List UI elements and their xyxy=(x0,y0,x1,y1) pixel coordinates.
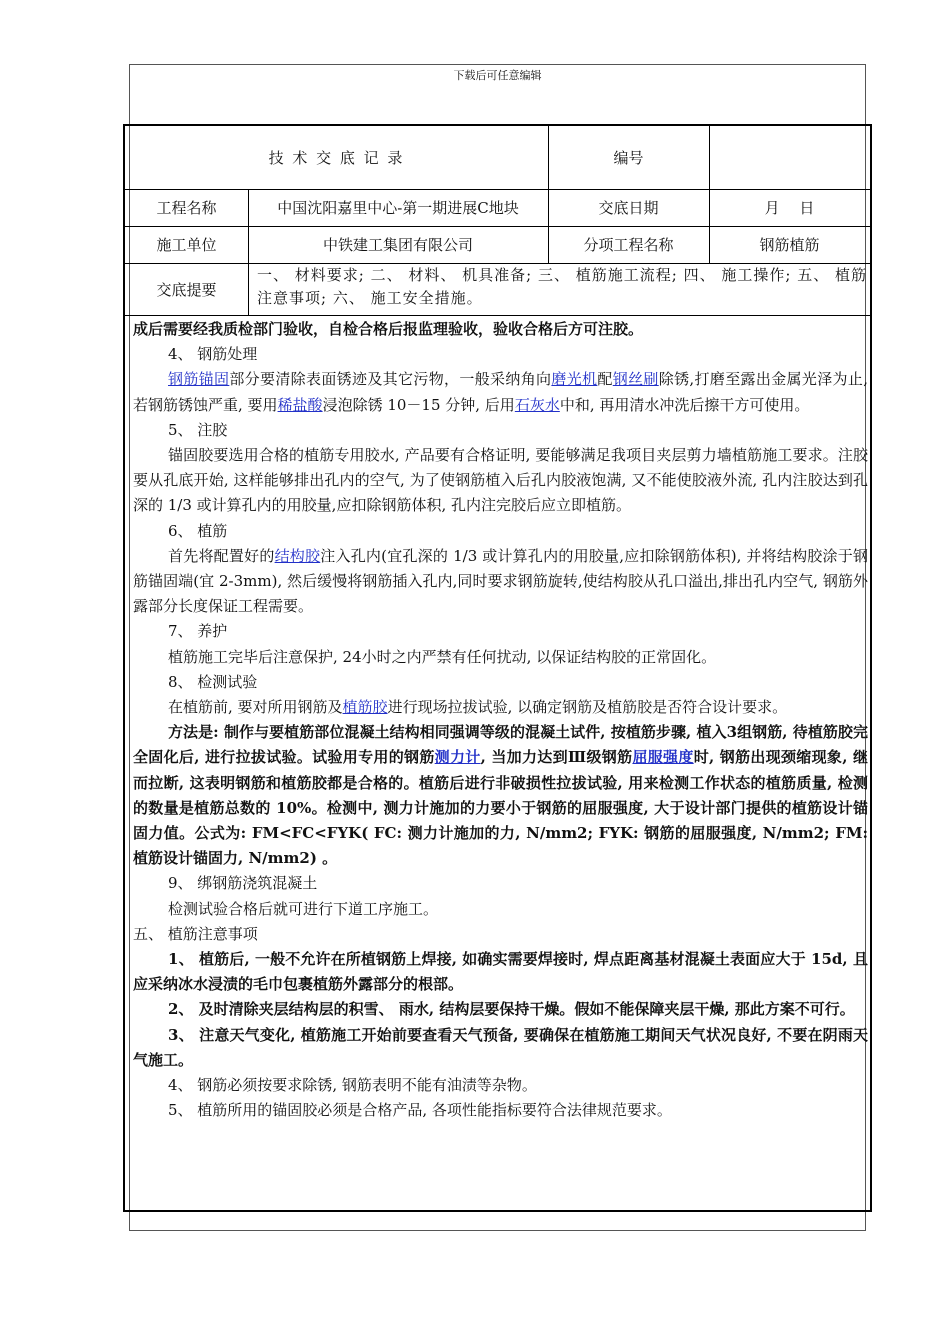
text: , 当加力达到Ⅲ级钢筋 xyxy=(480,748,633,767)
download-note: 下载后可任意编辑 xyxy=(453,69,542,82)
note-2: 2、 及时清除夹层结构层的积雪、 雨水, 结构层要保持干燥。假如不能保障夹层干燥, 那此方案不可行。 xyxy=(168,1000,855,1019)
summary-text: 一、 材料要求; 二、 材料、 机具准备; 三、 植筋施工流程; 四、 施工操作; 五、 植筋注意事项; 六、 施工安全措施。 xyxy=(257,266,867,307)
paragraph-bar-planting xyxy=(133,544,868,620)
paragraph-testing xyxy=(133,695,868,720)
link-yield-strength[interactable]: 屈服强度 xyxy=(632,748,694,767)
note-4: 4、 钢筋必须按要求除锈, 钢筋表明不能有油渍等杂物。 xyxy=(168,1076,537,1095)
heading-tie-and-pour: 9、 绑钢筋浇筑混凝土 xyxy=(168,874,318,893)
note-5: 5、 植筋所用的锚固胶必须是合格产品, 各项性能指标要符合法律规范要求。 xyxy=(168,1101,672,1120)
text: 时, 钢筋出现颈缩现象, 继而拉断, 这表明钢筋和植筋胶都是合格的。植筋后进行非破损性拉拔试验, 用来检测工作状态的植筋质量, 检测的数量是植筋总数的 10%。检测中, 测力计施加的力要小于钢筋的屈服强度, 大于设计部门提供的植筋设计锚固力值。公式为: FM<FC<FYK( FC: 测力计施加的力, N/mm2; FYK: 钢筋的屈服强度, N/mm2; FM: 植筋设计锚固力, N/mm2) 。 xyxy=(133,748,868,868)
text: 部分要清除表面锈迹及其它污物，一般采纳角向 xyxy=(229,370,552,389)
paragraph-rebar-treatment xyxy=(133,367,868,417)
link-force-gauge[interactable]: 测力计 xyxy=(434,748,481,767)
text: 中和, 再用清水冲洗后擦干方可使用。 xyxy=(559,395,810,414)
document-title: 技 术 交 底 记 录 xyxy=(268,149,405,167)
section-five-heading: 五、 植筋注意事项 xyxy=(133,924,258,943)
subitem-label: 分项工程名称 xyxy=(583,236,674,254)
paragraph-test-method xyxy=(133,720,868,871)
heading-bar-planting: 6、 植筋 xyxy=(168,521,228,540)
text: 除锈,打磨至露出金属光泽为止, 若钢筋锈蚀严重, 要用 xyxy=(133,370,868,414)
contractor: 中铁建工集团有限公司 xyxy=(322,236,473,254)
disclosure-table xyxy=(123,124,872,1212)
continued-line: 成后需要经我质检部门验收，自检合格后报监理验收，验收合格后方可注胶。 xyxy=(133,320,644,338)
date-label: 交底日期 xyxy=(598,199,659,217)
content-body xyxy=(133,317,868,1124)
note-3: 3、 注意天气变化, 植筋施工开始前要查看天气预备, 要确保在植筋施工期间天气状况良好, 不要在阴雨天气施工。 xyxy=(133,1025,868,1069)
heading-rebar-treatment: 4、 钢筋处理 xyxy=(168,345,258,364)
link-dilute-acid[interactable]: 稀盐酸 xyxy=(277,395,323,414)
project-name-label: 工程名称 xyxy=(156,199,217,217)
paragraph-curing: 植筋施工完毕后注意保护, 24小时之内严禁有任何扰动, 以保证结构胶的正常固化。 xyxy=(168,647,717,666)
text: 配 xyxy=(597,370,613,389)
text: 浸泡除锈 10－15 分钟, 后用 xyxy=(322,395,515,414)
subitem: 钢筋植筋 xyxy=(759,236,820,254)
row-divider xyxy=(125,315,870,316)
note-1: 1、 植筋后, 一般不允许在所植钢筋上焊接, 如确实需要焊接时, 焊点距离基材混凝土表面应大于 15d, 且应采纳冰水浸渍的毛巾包裹植筋外露部分的根部。 xyxy=(133,950,868,994)
heading-testing: 8、 检测试验 xyxy=(168,672,258,691)
heading-curing: 7、 养护 xyxy=(168,622,228,641)
number-label: 编号 xyxy=(613,149,644,167)
paragraph-tie-and-pour: 检测试验合格后就可进行下道工序施工。 xyxy=(168,899,439,918)
link-wire-brush[interactable]: 钢丝刷 xyxy=(612,370,659,389)
summary-label: 交底提要 xyxy=(156,280,217,299)
contractor-label: 施工单位 xyxy=(156,236,217,254)
heading-glue-injection: 5、 注胶 xyxy=(168,420,228,439)
link-limewater[interactable]: 石灰水 xyxy=(514,395,560,414)
link-rebar-anchorage[interactable]: 钢筋锚固 xyxy=(168,370,230,389)
link-anchoring-glue[interactable]: 植筋胶 xyxy=(342,698,388,717)
text: 进行现场拉拔试验, 以确定钢筋及植筋胶是否符合设计要求。 xyxy=(387,698,788,717)
link-structural-adhesive[interactable]: 结构胶 xyxy=(274,546,321,565)
text: 注入孔内(宜孔深的 1/3 或计算孔内的用胶量,应扣除钢筋体积), 并将结构胶涂于钢筋锚固端(宜 2-3mm), 然后缓慢将钢筋插入孔内,同时要求钢筋旋转,使结构胶从孔口溢出,排出孔内空气, 钢筋外露部分长度保证工程需要。 xyxy=(133,546,868,616)
number-value xyxy=(709,126,870,189)
project-name: 中国沈阳嘉里中心-第一期进展C地块 xyxy=(277,199,519,217)
text: 在植筋前, 要对所用钢筋及 xyxy=(168,698,343,717)
link-angle-grinder[interactable]: 磨光机 xyxy=(551,370,598,389)
paragraph-glue-injection: 锚固胶要选用合格的植筋专用胶水, 产品要有合格证明, 要能够满足我项目夹层剪力墙植筋施工要求。注胶要从孔底开始, 这样能够排出孔内的空气, 为了使钢筋植入后孔内胶液饱满, 又不能使胶液外流, 孔内注胶达到孔深的 1/3 或计算孔内的用胶量,应扣除钢筋体积, 孔内注完胶后应立即植筋。 xyxy=(133,446,868,515)
text: 首先将配置好的 xyxy=(168,546,275,565)
date-value: 月 日 xyxy=(764,199,815,217)
text: 方法是: 制作与要植筋部位混凝土结构相同强调等级的混凝土试件, 按植筋步骤, 植入3组钢筋, 待植筋胶完全固化后, 进行拉拔试验。试验用专用的钢筋 xyxy=(133,723,868,767)
